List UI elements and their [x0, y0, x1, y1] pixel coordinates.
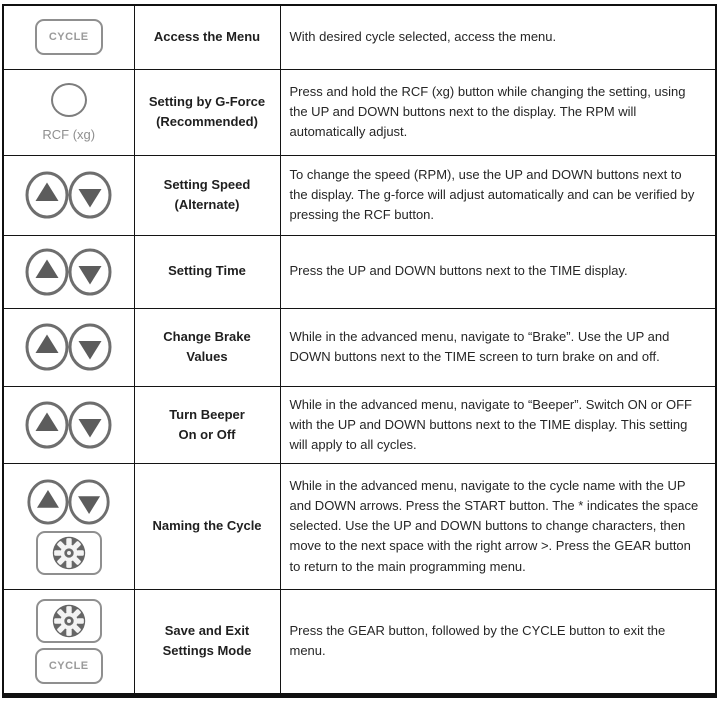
action-label: Settings Mode: [162, 643, 252, 659]
icon-cell: [3, 155, 134, 235]
action-label: (Alternate): [174, 197, 240, 212]
description-cell: While in the advanced menu, navigate to the cycle name with the UP and DOWN arrows. Press the START button. The * indicates the space selected. Use the UP and DOWN buttons to change characters, then move to the next space with the right arrow >. Press the GEAR button to return to the main programming menu.: [280, 463, 716, 589]
save-exit-buttons-icon-group: [35, 593, 103, 690]
up-down-buttons-icon: [26, 478, 112, 526]
action-cell: [134, 5, 280, 69]
table-row: [3, 155, 716, 235]
action-label: Setting by G-Force: [148, 93, 266, 109]
icon-cell: [3, 308, 134, 386]
naming-buttons-icon-group: [26, 472, 112, 581]
action-cell: [134, 69, 280, 155]
description-cell: To change the speed (RPM), use the UP and DOWN buttons next to the display. The g-force will adjust automatically and can be verified by pressing the RCF button.: [280, 155, 716, 235]
table-row: [3, 5, 716, 69]
table-row: [3, 386, 716, 463]
gear-button-icon: [36, 531, 102, 575]
description-cell: Press the GEAR button, followed by the CYCLE button to exit the menu.: [280, 589, 716, 695]
action-label: Naming the Cycle: [152, 518, 262, 534]
description-cell: Press the UP and DOWN buttons next to the TIME display.: [280, 235, 716, 308]
cycle-button-icon: [35, 19, 103, 55]
up-down-buttons-icon: [24, 170, 114, 220]
cycle-button-label: CYCLE: [48, 31, 89, 44]
icon-cell: [3, 463, 134, 589]
action-label: Access the Menu: [153, 29, 261, 45]
action-label: Save and Exit: [164, 623, 250, 639]
action-cell: [134, 386, 280, 463]
table-row: [3, 463, 716, 589]
action-label: Setting Speed: [163, 176, 251, 192]
table-row: [3, 235, 716, 308]
gear-icon: [51, 603, 87, 639]
rcf-circle-icon: [51, 83, 87, 117]
table-row: [3, 589, 716, 695]
up-down-buttons-icon: [24, 322, 114, 372]
action-label: On or Off: [178, 426, 236, 442]
action-label: Change Brake: [163, 328, 251, 344]
action-label: Setting Time: [168, 263, 246, 279]
settings-instructions-table: [2, 4, 717, 698]
cycle-button-icon: [35, 648, 103, 684]
description-cell: With desired cycle selected, access the menu.: [280, 5, 716, 69]
action-cell: [134, 235, 280, 308]
rcf-button-icon: [42, 77, 95, 148]
action-label: Turn Beeper: [169, 406, 245, 422]
icon-cell: [3, 5, 134, 69]
icon-cell: [3, 69, 134, 155]
table-row: [3, 69, 716, 155]
table-row: [3, 308, 716, 386]
gear-icon: [51, 535, 87, 571]
gear-button-icon: [36, 599, 102, 643]
action-label: Values: [186, 349, 228, 364]
action-label: (Recommended): [156, 114, 258, 129]
action-cell: [134, 589, 280, 695]
rcf-button-label: RCF (xg): [42, 126, 96, 142]
action-cell: [134, 463, 280, 589]
up-down-buttons-icon: [24, 400, 114, 450]
description-cell: While in the advanced menu, navigate to “Brake”. Use the UP and DOWN buttons next to the TIME screen to turn brake on and off.: [280, 308, 716, 386]
action-cell: [134, 308, 280, 386]
cycle-button-label: CYCLE: [48, 659, 89, 672]
description-cell: While in the advanced menu, navigate to “Beeper”. Switch ON or OFF with the UP and DOWN buttons next to the TIME display. This setting will apply to all cycles.: [280, 386, 716, 463]
up-down-buttons-icon: [24, 247, 114, 297]
icon-cell: [3, 235, 134, 308]
description-cell: Press and hold the RCF (xg) button while changing the setting, using the UP and DOWN buttons next to the display. The RPM will automatically adjust.: [280, 69, 716, 155]
icon-cell: [3, 386, 134, 463]
action-cell: [134, 155, 280, 235]
icon-cell: [3, 589, 134, 695]
